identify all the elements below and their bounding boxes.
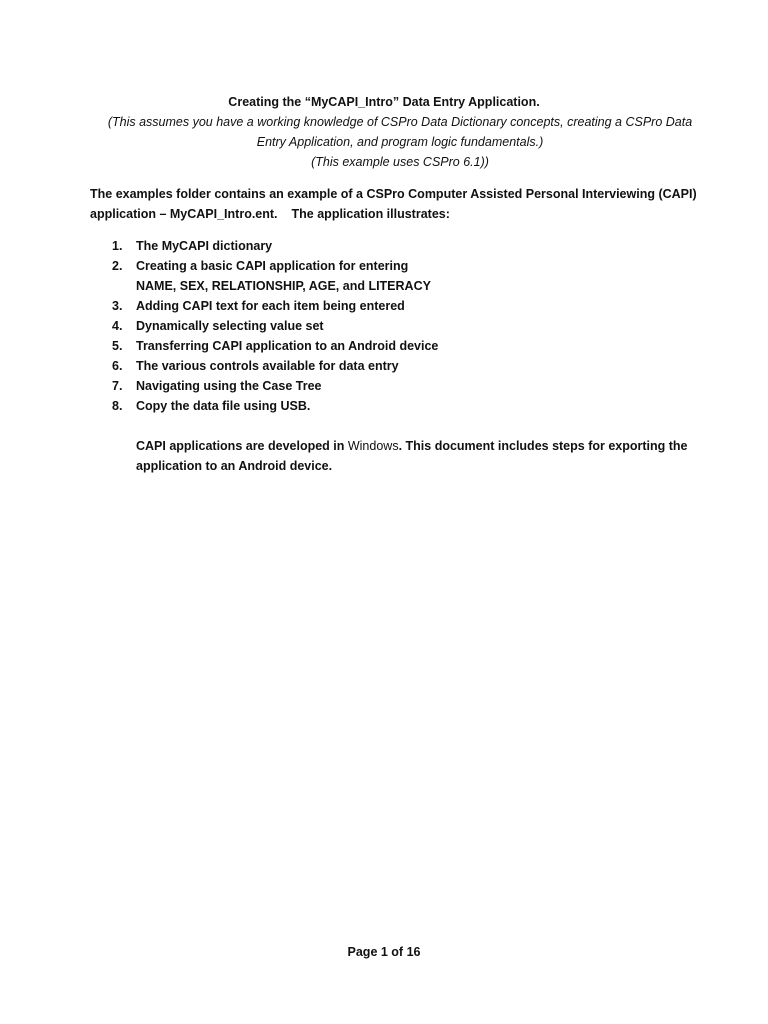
- page-footer: [0, 942, 768, 962]
- list-item-number: 8.: [112, 399, 123, 413]
- list-item-number: 3.: [112, 299, 123, 313]
- footer-of-word: of: [387, 945, 407, 959]
- list-item-text: Creating a basic CAPI application for entering: [136, 259, 409, 273]
- subtitle-line: (This example uses CSPro 6.1)): [311, 155, 489, 169]
- subtitle-line: (This assumes you have a working knowledge of CSPro Data Dictionary concepts, creating a CSPro Data: [107, 115, 693, 129]
- list-item-text: The MyCAPI dictionary: [136, 239, 273, 253]
- list-item: [90, 236, 690, 256]
- list-item: [90, 396, 690, 416]
- intro-line: The examples folder contains an example of a CSPro Computer Assisted Personal Interviewing (CAPI): [90, 187, 697, 201]
- note-line: [136, 436, 696, 456]
- note-text: CAPI applications are developed in: [136, 439, 348, 453]
- document-title: Creating the “MyCAPI_Intro” Data Entry Application.: [228, 95, 540, 109]
- footer-page-word: Page: [347, 945, 381, 959]
- intro-line: [90, 204, 690, 224]
- list-item-text: The various controls available for data entry: [136, 359, 399, 373]
- note-line: application to an Android device.: [136, 459, 333, 473]
- document-subtitle: [90, 112, 710, 172]
- list-item: [90, 316, 690, 336]
- list-item: [90, 356, 690, 376]
- intro-paragraph: [90, 184, 697, 224]
- footer-page-number: 1: [380, 945, 388, 959]
- list-item-number: 7.: [112, 379, 123, 393]
- list-item: [90, 336, 690, 356]
- list-item-text: Dynamically selecting value set: [136, 319, 324, 333]
- list-item-number: 1.: [112, 239, 123, 253]
- list-item-text: Transferring CAPI application to an Android device: [136, 339, 439, 353]
- list-item-number: 4.: [112, 319, 123, 333]
- note-windows: Windows: [347, 439, 399, 453]
- list-item-subtext: NAME, SEX, RELATIONSHIP, AGE, and LITERACY: [136, 279, 431, 293]
- intro-app-name: application – MyCAPI_Intro.ent.: [90, 207, 278, 221]
- feature-list: [90, 236, 690, 416]
- list-item: [90, 376, 690, 396]
- list-item-text: Adding CAPI text for each item being entered: [136, 299, 405, 313]
- note-text: . This document includes steps for exporting the: [398, 439, 688, 453]
- list-item-text: Copy the data file using USB.: [136, 399, 311, 413]
- list-item-number: 6.: [112, 359, 123, 373]
- note-paragraph: [136, 436, 696, 476]
- intro-illustrates: The application illustrates:: [291, 207, 450, 221]
- subtitle-line: Entry Application, and program logic fundamentals.): [256, 135, 544, 149]
- list-item-number: 2.: [112, 259, 123, 273]
- list-item: [90, 296, 690, 316]
- list-item-text: Navigating using the Case Tree: [136, 379, 322, 393]
- footer-page-total: 16: [406, 945, 421, 959]
- list-item-number: 5.: [112, 339, 123, 353]
- list-item: [90, 256, 690, 296]
